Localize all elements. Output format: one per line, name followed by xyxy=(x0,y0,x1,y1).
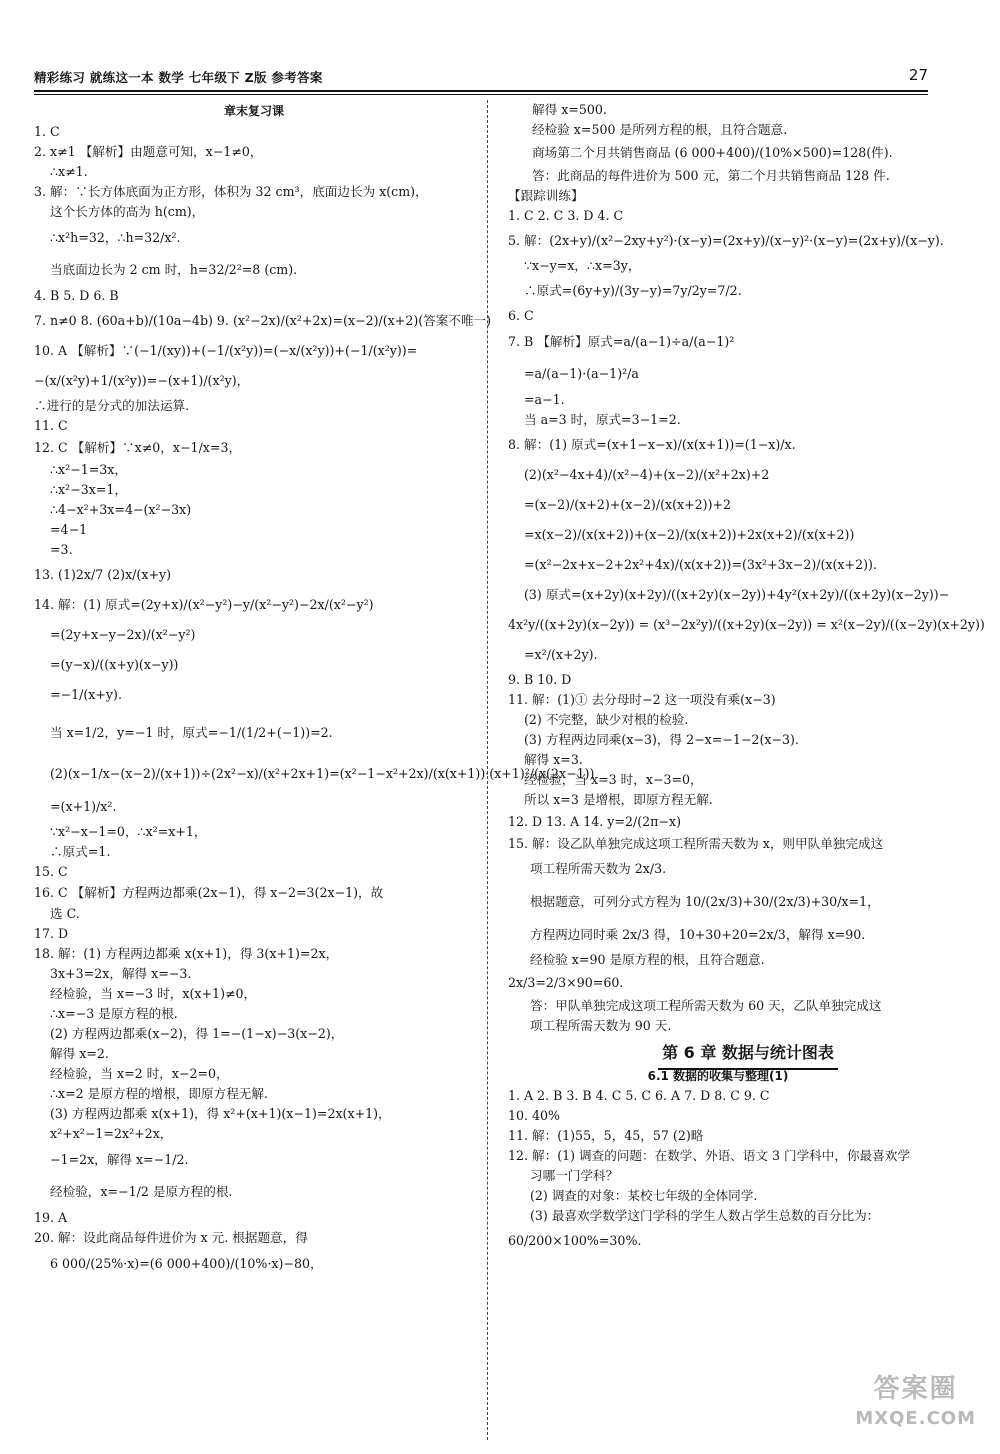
answer-line: 根据题意，可列分式方程为 10/(2x/3)+30/(2x/3)+30/x=1， xyxy=(530,894,880,909)
answer-line: 15. 解：设乙队单独完成这项工程所需天数为 x，则甲队单独完成这 xyxy=(508,836,884,851)
answer-line: x²+x²−1=2x²+2x， xyxy=(50,1126,173,1141)
answer-line: 1. A 2. B 3. B 4. C 5. C 6. A 7. D 8. C 9. C xyxy=(508,1088,770,1103)
answer-line: ∴原式=1. xyxy=(50,844,111,859)
answer-line: =−1/(x+y). xyxy=(50,687,122,702)
answer-line: (2) 不完整，缺少对根的检验. xyxy=(524,712,689,727)
answer-line: ∴4−x²+3x=4−(x²−3x) xyxy=(50,502,192,517)
answer-line: 答：甲队单独完成这项工程所需天数为 60 天，乙队单独完成这 xyxy=(530,998,882,1013)
answer-line: 3x+3=2x，解得 x=−3. xyxy=(50,966,192,981)
answer-line: (2)(x−1/x−(x−2)/(x+1))÷(2x²−x)/(x²+2x+1)=(x²−1−x²+2x)/(x(x+1))·(x+1)²/(x(2x−1)) xyxy=(50,766,595,781)
answer-line: 当底面边长为 2 cm 时，h=32/2²=8 (cm). xyxy=(50,262,298,277)
answer-line: 7. n≠0 8. (60a+b)/(10a−4b) 9. (x²−2x)/(x²+2x)=(x−2)/(x+2)(答案不唯一) xyxy=(34,313,492,328)
answer-line: ∵x−y=x，∴x=3y， xyxy=(524,258,641,273)
answer-line: 解得 x=3. xyxy=(524,752,583,767)
watermark-logo xyxy=(855,1374,976,1434)
answer-line: 方程两边同时乘 2x/3 得，10+30+20=2x/3，解得 x=90. xyxy=(530,927,866,942)
page-number: 27 xyxy=(908,66,928,84)
answer-line: 15. C xyxy=(34,864,68,879)
answer-line: 选 C. xyxy=(50,906,80,921)
answer-line: ∴x²h=32，∴h=32/x². xyxy=(50,230,181,245)
answer-line: 1. C 2. C 3. D 4. C xyxy=(508,208,624,223)
answer-line: 7. B 【解析】原式=a/(a−1)÷a/(a−1)² xyxy=(508,334,735,349)
header-title: 精彩练习 就练这一本 数学 七年级下 Z版 参考答案 xyxy=(34,70,323,85)
header-rule xyxy=(34,90,928,92)
answer-line: (3) 方程两边都乘 x(x+1)，得 x²+(x+1)(x−1)=2x(x+1)， xyxy=(50,1106,391,1121)
answer-line: =3. xyxy=(50,542,73,557)
answer-line: 4. B 5. D 6. B xyxy=(34,288,119,303)
answer-line: 6 000/(25%·x)=(6 000+400)/(10%·x)−80， xyxy=(50,1256,323,1271)
answer-line: =4−1 xyxy=(50,522,88,537)
answer-line: 这个长方体的高为 h(cm)， xyxy=(50,204,205,219)
answer-line: 章末复习课 xyxy=(223,104,284,118)
answer-line: 6.1 数据的收集与整理(1) xyxy=(647,1069,789,1083)
answer-line: =a−1. xyxy=(524,392,565,407)
answer-line: 2x/3=2/3×90=60. xyxy=(508,975,624,990)
answer-line: 经检验，当 x=3 时，x−3=0， xyxy=(524,772,703,787)
answer-line: 项工程所需天数为 90 天. xyxy=(530,1018,672,1033)
watermark-text: 答案圈 xyxy=(873,1374,958,1404)
answer-line: 60/200×100%=30%. xyxy=(508,1233,642,1248)
answer-line: 所以 x=3 是增根，即原方程无解. xyxy=(524,792,713,807)
answer-line: 12. C 【解析】∵x≠0，x−1/x=3， xyxy=(34,440,242,455)
answer-line: (2) 调查的对象：某校七年级的全体同学. xyxy=(530,1188,758,1203)
answer-line: 10. 40% xyxy=(508,1108,561,1123)
answer-line: 4x²y/((x+2y)(x−2y)) = (x³−2x²y)/((x+2y)(x−2y)) = x²(x−2y)/((x−2y)(x+2y)) xyxy=(508,617,985,632)
answer-line: (3) 方程两边同乘(x−3)，得 2−x=−1−2(x−3). xyxy=(524,732,799,747)
answer-line: (2) 方程两边都乘(x−2)，得 1=−(1−x)−3(x−2)， xyxy=(50,1026,344,1041)
answer-line: 第 6 章 数据与统计图表 xyxy=(568,1040,928,1066)
answer-line: =x²/(x+2y). xyxy=(524,647,598,662)
answer-line: 11. 解：(1)55，5，45，57 (2)略 xyxy=(508,1128,704,1143)
answer-line: −(x/(x²y)+1/(x²y))=−(x+1)/(x²y)， xyxy=(34,373,250,388)
answer-line: 13. (1)2x/7 (2)x/(x+y) xyxy=(34,567,172,582)
answer-line: 当 x=1/2，y=−1 时，原式=−1/(1/2+(−1))=2. xyxy=(50,725,333,740)
answer-line: 16. C 【解析】方程两边都乘(2x−1)，得 x−2=3(2x−1)，故 xyxy=(34,885,384,900)
answer-line: 解得 x=2. xyxy=(50,1046,109,1061)
answer-line: 经检验，当 x=−3 时，x(x+1)≠0， xyxy=(50,986,257,1001)
answer-line: (2)(x²−4x+4)/(x²−4)+(x−2)/(x²+2x)+2 xyxy=(524,467,770,482)
answer-line: (3) 最喜欢学数学这门学科的学生人数占学生总数的百分比为： xyxy=(530,1208,880,1223)
answer-line: ∴x=−3 是原方程的根. xyxy=(50,1006,178,1021)
answer-line: 1. C xyxy=(34,124,60,139)
answer-line: 经检验 x=500 是所列方程的根，且符合题意. xyxy=(532,122,788,137)
answer-line: 19. A xyxy=(34,1210,68,1225)
answer-line: 解得 x=500. xyxy=(532,102,607,117)
answer-line: =x(x−2)/(x(x+2))+(x−2)/(x(x+2))+2x(x+2)/(x(x+2)) xyxy=(524,527,855,542)
answer-line: 习哪一门学科？ xyxy=(530,1168,619,1183)
right-column xyxy=(508,100,985,1256)
watermark-url: MXQE.COM xyxy=(855,1408,976,1429)
answer-line: ∴x²−1=3x， xyxy=(50,462,127,477)
answer-line: 商场第二个月共销售商品 (6 000+400)/(10%×500)=128(件). xyxy=(532,145,893,160)
answer-line: 经检验 x=90 是原方程的根，且符合题意. xyxy=(530,952,765,967)
answer-line: 当 a=3 时，原式=3−1=2. xyxy=(524,412,681,427)
answer-line: 3. 解：∵长方体底面为正方形，体积为 32 cm³，底面边长为 x(cm)， xyxy=(34,184,428,199)
answer-line: ∴x²−3x=1， xyxy=(50,482,127,497)
answer-line: 8. 解：(1) 原式=(x+1−x−x)/(x(x+1))=(1−x)/x. xyxy=(508,437,796,452)
answer-line: ∴原式=(6y+y)/(3y−y)=7y/2y=7/2. xyxy=(524,283,742,298)
answer-line: 2. x≠1 【解析】由题意可知，x−1≠0， xyxy=(34,144,263,159)
answer-line: =(x−2)/(x+2)+(x−2)/(x(x+2))+2 xyxy=(524,497,732,512)
answer-line: =(2y+x−y−2x)/(x²−y²) xyxy=(50,627,196,642)
answer-line: 6. C xyxy=(508,308,534,323)
answer-line: 项工程所需天数为 2x/3. xyxy=(530,861,667,876)
answer-line: =(x²−2x+x−2+2x²+4x)/(x(x+2))=(3x²+3x−2)/(x(x+2)). xyxy=(524,557,877,572)
answer-line: =(y−x)/((x+y)(x−y)) xyxy=(50,657,179,672)
page-header xyxy=(34,62,928,98)
answer-line: ∴进行的是分式的加法运算. xyxy=(34,398,190,413)
answer-line: 11. C xyxy=(34,418,68,433)
answer-line: 【跟踪训练】 xyxy=(508,188,584,203)
answer-line: 12. 解：(1) 调查的问题：在数学、外语、语文 3 门学科中，你最喜欢学 xyxy=(508,1148,910,1163)
answer-line: 答：此商品的每件进价为 500 元，第二个月共销售商品 128 件. xyxy=(532,168,890,183)
answer-line: 9. B 10. D xyxy=(508,672,572,687)
answer-line: 11. 解：(1)① 去分母时−2 这一项没有乘(x−3) xyxy=(508,692,776,707)
answer-line: 18. 解：(1) 方程两边都乘 x(x+1)，得 3(x+1)=2x， xyxy=(34,946,339,961)
answer-line: 经检验，当 x=2 时，x−2=0， xyxy=(50,1066,229,1081)
answer-line: 14. 解：(1) 原式=(2y+x)/(x²−y²)−y/(x²−y²)−2x/(x²−y²) xyxy=(34,597,374,612)
header-rule-thin xyxy=(34,94,928,95)
answer-line: =a/(a−1)·(a−1)²/a xyxy=(524,366,639,381)
answer-line: 17. D xyxy=(34,926,69,941)
answer-line: 5. 解：(2x+y)/(x²−2xy+y²)·(x−y)=(2x+y)/(x−y)²·(x−y)=(2x+y)/(x−y). xyxy=(508,233,944,248)
answer-line: ∴x=2 是原方程的增根，即原方程无解. xyxy=(50,1086,268,1101)
answer-line: (3) 原式=(x+2y)(x+2y)/((x+2y)(x−2y))+4y²(x+2y)/((x+2y)(x−2y))− xyxy=(524,587,950,602)
answer-line: 20. 解：设此商品每件进价为 x 元. 根据题意，得 xyxy=(34,1230,308,1245)
answer-line: 12. D 13. A 14. y=2/(2π−x) xyxy=(508,814,681,829)
answer-line: 10. A 【解析】∵(−1/(xy))+(−1/(x²y))=(−x/(x²y))+(−1/(x²y))= xyxy=(34,343,418,358)
answer-line: −1=2x，解得 x=−1/2. xyxy=(50,1152,189,1167)
answer-line: =(x+1)/x². xyxy=(50,799,117,814)
answer-line: ∵x²−x−1=0，∴x²=x+1， xyxy=(50,824,207,839)
answer-line: ∴x≠1. xyxy=(50,164,88,179)
answer-line: 经检验，x=−1/2 是原方程的根. xyxy=(50,1184,233,1199)
